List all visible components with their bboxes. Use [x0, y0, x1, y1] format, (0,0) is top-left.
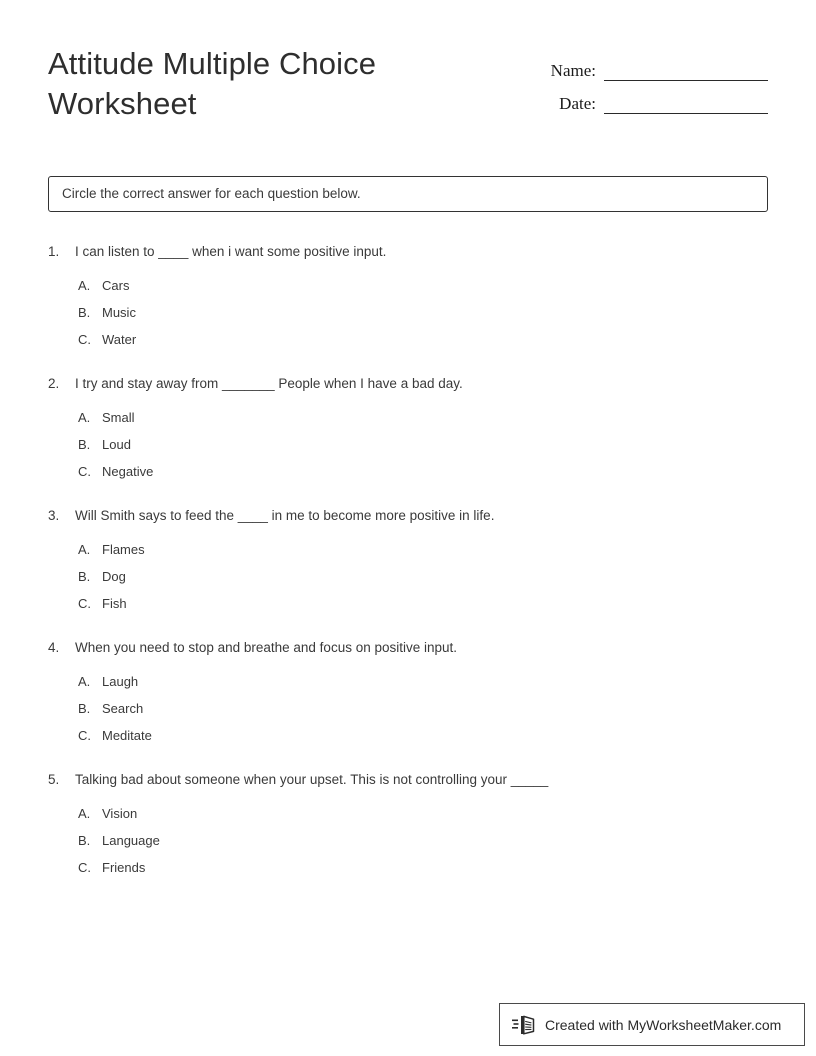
- worksheet-header: [48, 44, 768, 140]
- option-letter: B.: [78, 569, 91, 584]
- date-field-row: [540, 81, 768, 114]
- option-row[interactable]: [48, 727, 768, 745]
- question-block: [48, 639, 768, 745]
- option-row[interactable]: [48, 304, 768, 322]
- option-letter: A.: [78, 806, 91, 821]
- option-text: Negative: [102, 464, 154, 479]
- option-letter: C.: [78, 332, 91, 347]
- name-date-fields: [540, 48, 768, 114]
- question-text: I can listen to ____ when i want some positive input.: [75, 244, 387, 259]
- option-text: Loud: [102, 437, 131, 452]
- option-row[interactable]: [48, 595, 768, 613]
- option-text: Dog: [102, 569, 126, 584]
- question-number: 4.: [48, 640, 60, 655]
- question-number: 2.: [48, 376, 60, 391]
- option-row[interactable]: [48, 568, 768, 586]
- option-text: Friends: [102, 860, 146, 875]
- option-row[interactable]: [48, 859, 768, 877]
- option-letter: A.: [78, 278, 91, 293]
- question-line: [48, 639, 768, 657]
- instruction-text: Circle the correct answer for each question below.: [62, 186, 361, 201]
- option-text: Search: [102, 701, 144, 716]
- name-label: Name:: [550, 61, 596, 80]
- option-text: Fish: [102, 596, 127, 611]
- question-list: [48, 243, 768, 903]
- question-block: [48, 507, 768, 613]
- option-letter: C.: [78, 860, 91, 875]
- option-row[interactable]: [48, 805, 768, 823]
- option-letter: B.: [78, 833, 91, 848]
- question-text: Will Smith says to feed the ____ in me to become more positive in life.: [75, 508, 495, 523]
- footer-attribution-badge[interactable]: [499, 1003, 805, 1046]
- question-number: 5.: [48, 772, 60, 787]
- option-letter: B.: [78, 305, 91, 320]
- option-row[interactable]: [48, 541, 768, 559]
- option-letter: B.: [78, 437, 91, 452]
- option-row[interactable]: [48, 409, 768, 427]
- option-letter: A.: [78, 674, 91, 689]
- option-text: Laugh: [102, 674, 139, 689]
- question-line: [48, 771, 768, 789]
- option-letter: A.: [78, 542, 91, 557]
- question-text: When you need to stop and breathe and focus on positive input.: [75, 640, 458, 655]
- option-row[interactable]: [48, 436, 768, 454]
- name-field-row: [540, 48, 768, 81]
- option-text: Small: [102, 410, 135, 425]
- question-block: [48, 243, 768, 349]
- question-line: [48, 243, 768, 261]
- question-number: 3.: [48, 508, 60, 523]
- question-line: [48, 507, 768, 525]
- question-text: I try and stay away from _______ People when I have a bad day.: [75, 376, 463, 391]
- option-row[interactable]: [48, 832, 768, 850]
- date-input-line[interactable]: [604, 92, 768, 114]
- option-row[interactable]: [48, 700, 768, 718]
- instruction-box: [48, 176, 768, 212]
- name-input-line[interactable]: [604, 59, 768, 81]
- worksheet-maker-logo-icon: [512, 1013, 538, 1037]
- question-text: Talking bad about someone when your upset. This is not controlling your _____: [75, 772, 549, 787]
- question-block: [48, 375, 768, 481]
- footer-attribution-text: Created with MyWorksheetMaker.com: [545, 1016, 782, 1033]
- option-row[interactable]: [48, 277, 768, 295]
- option-row[interactable]: [48, 331, 768, 349]
- option-row[interactable]: [48, 463, 768, 481]
- option-letter: C.: [78, 464, 91, 479]
- option-letter: A.: [78, 410, 91, 425]
- date-label: Date:: [559, 94, 596, 113]
- option-text: Music: [102, 305, 136, 320]
- question-line: [48, 375, 768, 393]
- option-text: Meditate: [102, 728, 152, 743]
- question-number: 1.: [48, 244, 60, 259]
- option-text: Water: [102, 332, 137, 347]
- question-block: [48, 771, 768, 877]
- option-letter: C.: [78, 596, 91, 611]
- option-text: Language: [102, 833, 160, 848]
- page-title: Attitude Multiple Choice Worksheet: [48, 46, 377, 121]
- option-letter: C.: [78, 728, 91, 743]
- option-letter: B.: [78, 701, 91, 716]
- option-text: Vision: [102, 806, 138, 821]
- option-text: Cars: [102, 278, 130, 293]
- option-text: Flames: [102, 542, 145, 557]
- option-row[interactable]: [48, 673, 768, 691]
